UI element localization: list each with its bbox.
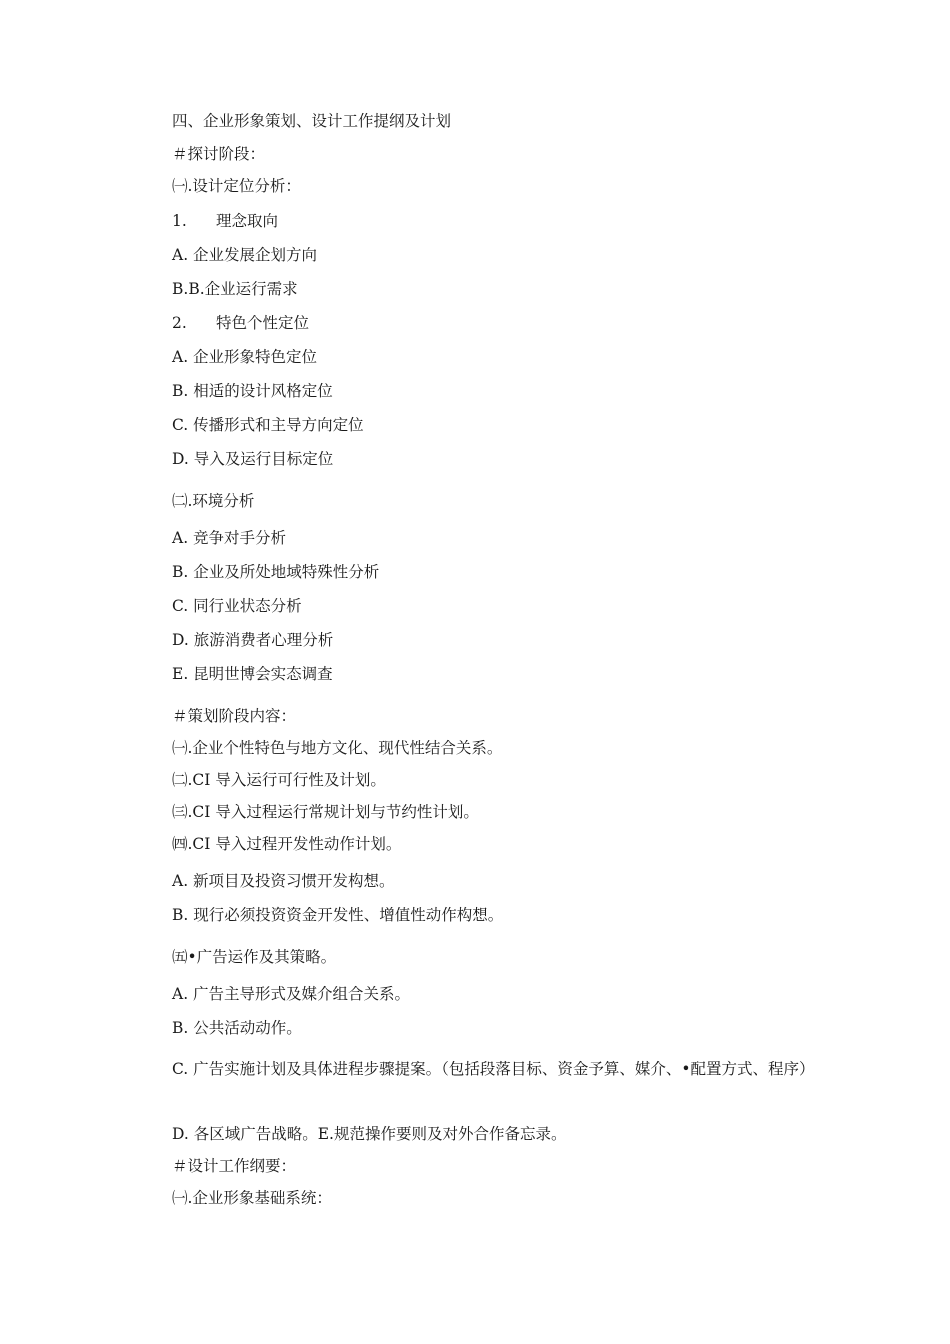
list-item: A. 企业形象特色定位	[172, 348, 318, 366]
list-item: D. 导入及运行目标定位	[172, 450, 334, 468]
stage-heading-discussion: ＃探讨阶段：	[172, 145, 266, 163]
list-item: A. 竞争对手分析	[172, 529, 287, 547]
list-item: C. 传播形式和主导方向定位	[172, 416, 364, 434]
stage-heading-planning: ＃策划阶段内容：	[172, 707, 297, 725]
paragraph: ㈤•广告运作及其策略。	[172, 948, 337, 966]
list-item: D. 旅游消费者心理分析	[172, 631, 334, 649]
paragraph: ㈡.CI 导入运行可行性及计划。	[172, 771, 386, 789]
list-item: B. 企业及所处地域特殊性分析	[172, 563, 380, 581]
list-item: B.B.企业运行需求	[172, 280, 298, 298]
stage-heading-design: ＃设计工作纲要：	[172, 1157, 297, 1175]
item-text: 理念取向	[216, 212, 279, 230]
item-text: 特色个性定位	[216, 314, 310, 332]
list-item: A. 新项目及投资习惯开发构想。	[172, 872, 395, 890]
list-item: B. 公共活动动作。	[172, 1019, 302, 1037]
paragraph: ㈠.企业个性特色与地方文化、现代性结合关系。	[172, 739, 503, 757]
wrapped-paragraph: C. 广告实施计划及具体进程步骤提案。（包括段落目标、资金予算、媒介、•配置方式、程序）	[172, 1060, 815, 1078]
list-item: A. 广告主导形式及媒介组合关系。	[172, 985, 411, 1003]
list-item: B. 现行必须投资资金开发性、增值性动作构想。	[172, 906, 504, 924]
section-heading: 四、企业形象策划、设计工作提纲及计划	[172, 112, 452, 130]
list-item: E. 昆明世博会实态调查	[172, 665, 333, 683]
numbered-item	[172, 211, 278, 231]
item-number: 1.	[172, 212, 187, 230]
list-item: C. 同行业状态分析	[172, 597, 302, 615]
list-item: B. 相适的设计风格定位	[172, 382, 333, 400]
subsection-heading: ㈠.设计定位分析：	[172, 177, 301, 195]
subsection-heading: ㈡.环境分析	[172, 492, 255, 510]
item-number: 2.	[172, 314, 187, 332]
list-item: A. 企业发展企划方向	[172, 246, 318, 264]
list-item: D. 各区域广告战略。E.规范操作要则及对外合作备忘录。	[172, 1125, 567, 1143]
numbered-item	[172, 313, 309, 333]
paragraph: ㈢.CI 导入过程运行常规计划与节约性计划。	[172, 803, 479, 821]
subsection-heading: ㈠.企业形象基础系统：	[172, 1189, 332, 1207]
paragraph: ㈣.CI 导入过程开发性动作计划。	[172, 835, 402, 853]
